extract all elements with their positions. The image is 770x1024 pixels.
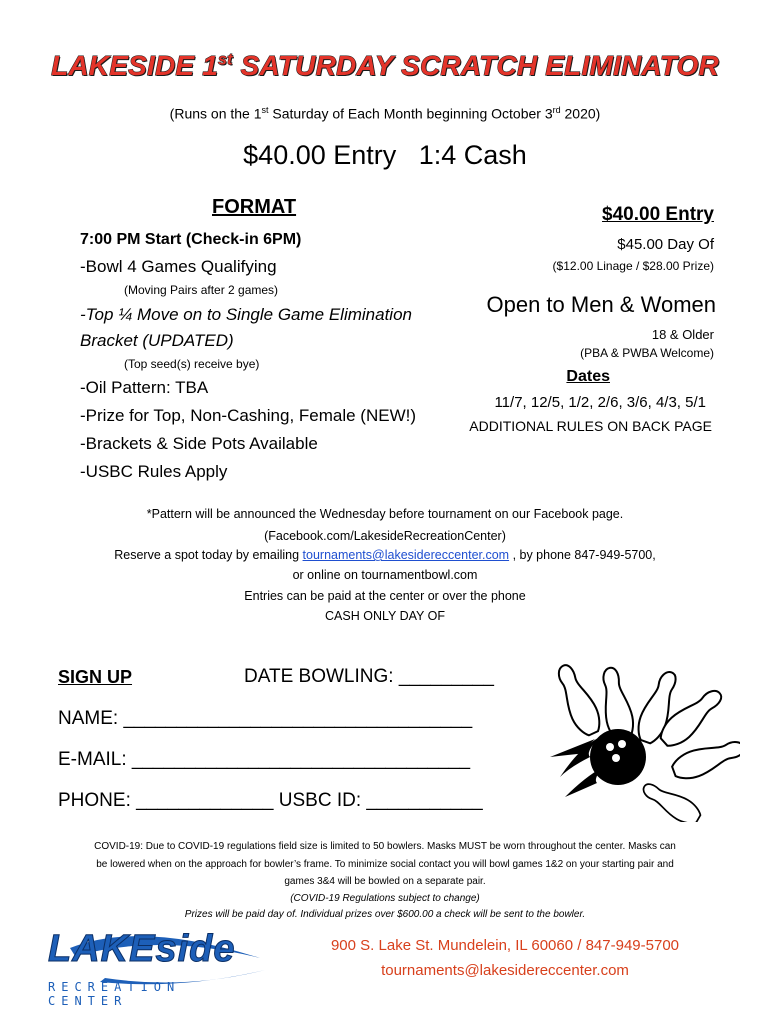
bowling-pins-icon [540,652,740,822]
subtitle-mid: Saturday of Each Month beginning October 3 [268,105,553,122]
email-field[interactable]: E-MAIL: ________________________________ [58,749,471,770]
prizes-note: Prizes will be paid day of. Individual prizes over $600.00 a check will be sent to the bowler. [184,909,586,920]
name-field[interactable]: NAME: _________________________________ [58,708,473,729]
covid-line-3: games 3&4 will be bowled on a separate pair. [284,876,486,887]
facebook-note: (Facebook.com/LakesideRecreationCenter) [264,529,506,543]
open-to-heading: Open to Men & Women [486,292,716,317]
dates-heading: Dates [566,368,610,385]
age-requirement: 18 & Older [651,327,714,342]
payment-note: Entries can be paid at the center or over the phone [244,589,526,603]
bowl-games: -Bowl 4 Games Qualifying [80,257,277,276]
lakeside-logo [40,920,270,1008]
flyer-title [0,50,770,82]
format-heading: FORMAT [212,196,297,218]
oil-pattern: -Oil Pattern: TBA [80,378,209,397]
pba-note: (PBA & PWBA Welcome) [580,346,714,360]
email-link[interactable]: tournaments@lakesidereccenter.com [302,548,510,562]
top-seed-note: (Top seed(s) receive bye) [124,357,260,371]
title-post: SATURDAY SCRATCH ELIMINATOR [232,50,719,81]
top-quarter-line-2: Bracket (UPDATED) [80,331,234,350]
phone-usbc-field[interactable]: PHONE: _____________ USBC ID: ___________ [58,790,483,811]
subtitle-pre: (Runs on the 1 [169,105,262,122]
logo-subtitle: RECREATION CENTER [48,980,181,1008]
address-line: 900 S. Lake St. Mundelein, IL 60060 / 847-949-5700 [330,937,680,954]
covid-line-1: COVID-19: Due to COVID-19 regulations field size is limited to 50 bowlers. Masks MUST be worn throughout the center. Masks can [94,841,676,852]
online-note: or online on tournamentbowl.com [292,568,478,582]
entry-fee: $40.00 Entry [602,204,714,225]
reserve-post: , by phone 847-949-5700, [509,548,656,562]
day-of-fee: $45.00 Day Of [617,236,714,253]
prize-line: -Prize for Top, Non-Cashing, Female (NEW!) [80,406,417,425]
linage-prize-split: ($12.00 Linage / $28.00 Prize) [552,259,714,273]
start-time: 7:00 PM Start (Check-in 6PM) [80,231,302,248]
subtitle-sup-2: rd [552,105,561,115]
dates-list: 11/7, 12/5, 1/2, 2/6, 3/6, 4/3, 5/1 [494,394,706,411]
subtitle-sup-1: st [261,105,269,115]
moving-pairs-note: (Moving Pairs after 2 games) [124,283,279,297]
title-sup: st [218,51,233,69]
entry-cash-line: $40.00 Entry 1:4 Cash [243,140,527,170]
signup-heading: SIGN UP [58,667,133,687]
covid-line-4: (COVID-19 Regulations subject to change) [290,893,480,904]
reserve-pre: Reserve a spot today by emailing [114,548,303,562]
brackets-line: -Brackets & Side Pots Available [80,434,318,453]
usbc-line: -USBC Rules Apply [80,462,228,481]
logo-word: LAKEside [48,928,236,970]
rules-note: ADDITIONAL RULES ON BACK PAGE [469,418,712,434]
covid-line-2: be lowered when on the approach for bowler’s frame. To minimize social contact you will bowl games 1&2 on your starting pair and [96,859,674,870]
pattern-note: *Pattern will be announced the Wednesday before tournament on our Facebook page. [146,507,624,521]
subtitle-post: 2020) [560,105,601,122]
title-pre: LAKESIDE 1 [51,50,219,81]
date-bowling-field[interactable]: DATE BOWLING: _________ [244,666,494,687]
reserve-line [0,548,770,562]
cash-only-note: CASH ONLY DAY OF [325,609,445,623]
footer-email[interactable]: tournaments@lakesidereccenter.com [381,962,629,979]
top-quarter-line-1: -Top ¼ Move on to Single Game Elimination [80,305,412,324]
schedule-subtitle [0,105,770,122]
